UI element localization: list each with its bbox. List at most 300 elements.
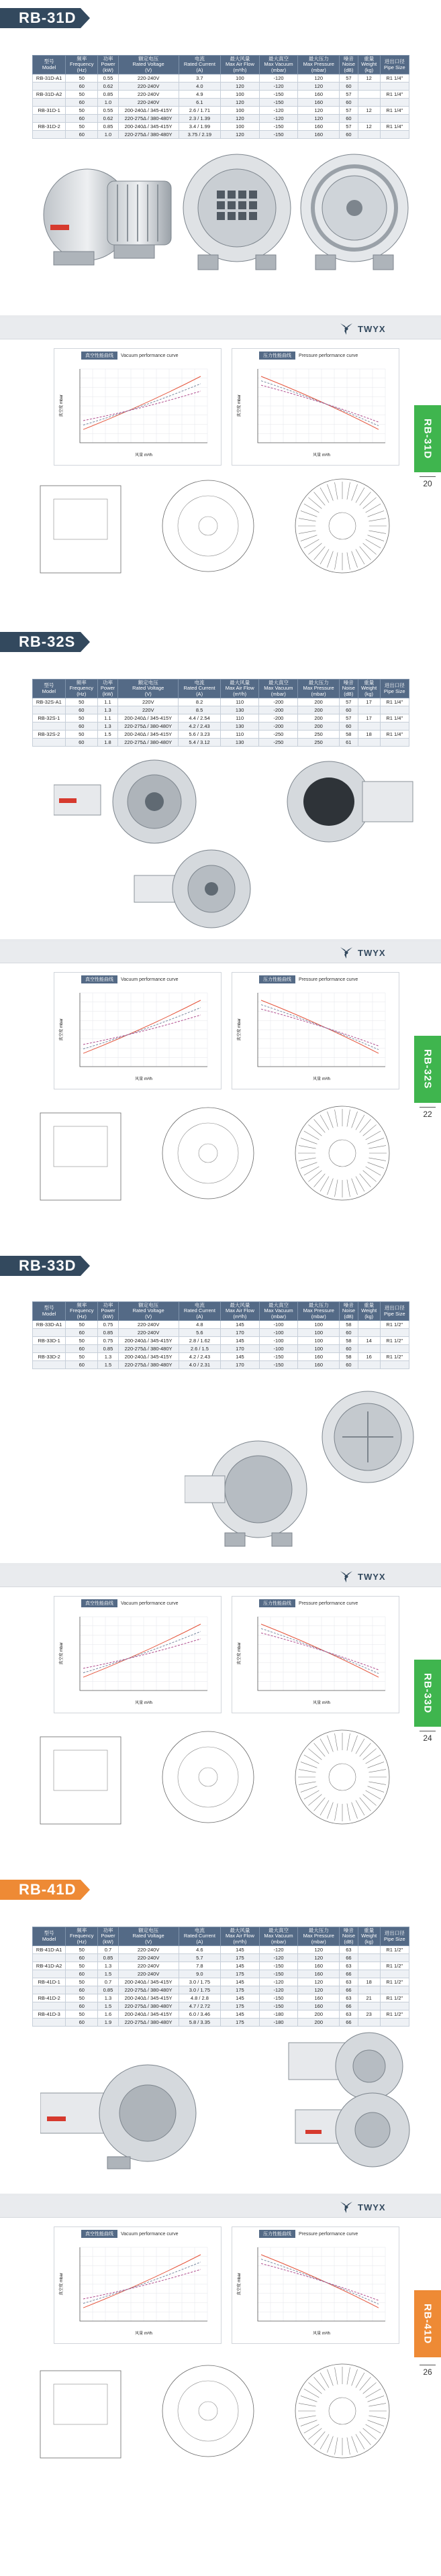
spec-cell: 63 xyxy=(340,2010,358,2019)
spec-cell: 50 xyxy=(66,91,98,99)
spec-cell: 60 xyxy=(66,99,98,107)
spec-cell: 60 xyxy=(340,1329,358,1337)
spec-cell: R1 1/2" xyxy=(380,2010,409,2019)
performance-page-rb-31d xyxy=(0,318,441,620)
spec-cell: 0.75 xyxy=(98,1321,118,1329)
spec-cell: 60 xyxy=(66,1361,98,1369)
impeller-blade xyxy=(320,2373,329,2388)
spec-cell: 220-275Δ / 380-480Y xyxy=(118,739,179,747)
impeller-blade xyxy=(356,1177,364,1192)
spec-row xyxy=(33,99,409,107)
spec-cell: 60 xyxy=(340,115,358,123)
spec-cell xyxy=(33,115,66,123)
spec-cell: 0.62 xyxy=(98,115,118,123)
blower-angled-view xyxy=(185,1436,319,1550)
impeller-blade xyxy=(347,552,350,570)
side-outline xyxy=(40,1737,121,1824)
spec-cell xyxy=(380,99,409,107)
impeller-blade xyxy=(299,1146,316,1149)
model-title-bar xyxy=(0,632,81,652)
spec-row xyxy=(33,1970,409,1978)
blower-front-view xyxy=(315,1389,420,1489)
impeller-blade xyxy=(320,1739,329,1754)
spec-cell: 160 xyxy=(298,131,340,139)
spec-cell: 220-240V xyxy=(118,91,179,99)
impeller-blade xyxy=(335,1733,338,1751)
impeller-blade xyxy=(368,511,384,517)
spec-cell: -120 xyxy=(259,1978,298,1986)
spec-cell: 200-240Δ / 345-415Y xyxy=(118,2010,179,2019)
spec-cell: 220-240V xyxy=(118,99,179,107)
spec-cell: -150 xyxy=(259,123,298,131)
spec-cell: 66 xyxy=(340,2002,358,2010)
page-number: 26 xyxy=(420,2367,436,2377)
chart-plot xyxy=(232,973,400,1090)
impeller-blade xyxy=(369,2404,386,2407)
spec-header-cell: 额定电压 Rated Voltage (V) xyxy=(118,56,179,74)
spec-cell: 12 xyxy=(358,107,380,115)
spec-cell: 100 xyxy=(298,1321,340,1329)
spec-cell: 50 xyxy=(65,698,97,706)
spec-row xyxy=(33,1978,409,1986)
impeller-blade xyxy=(320,1177,329,1192)
spec-cell: -120 xyxy=(259,74,298,83)
chart-title-badge: 压力性能曲线 xyxy=(259,975,295,983)
spec-header-cell: 型号 Model xyxy=(33,56,66,74)
spec-cell: 50 xyxy=(66,1978,98,1986)
model-title: RB-41D xyxy=(19,1881,77,1898)
spec-cell: 220-275Δ / 380-480Y xyxy=(118,131,179,139)
spec-cell: 250 xyxy=(298,731,340,739)
chart-title-en: Vacuum performance curve xyxy=(121,1601,179,1606)
spec-header-cell: 最大真空 Max Vacuum (mbar) xyxy=(259,1927,298,1946)
spec-cell: 120 xyxy=(298,1946,340,1954)
spec-cell xyxy=(380,739,409,747)
y-axis-label: 真空度 mbar xyxy=(60,2273,64,2296)
spec-cell: -180 xyxy=(259,2019,298,2027)
spec-cell: 58 xyxy=(339,731,358,739)
side-tab-label: RB-33D xyxy=(422,1672,434,1714)
chart-plot xyxy=(232,349,400,466)
impeller-blade xyxy=(369,1770,386,1773)
impeller-blade xyxy=(320,1115,329,1130)
impeller-blade xyxy=(299,531,316,534)
spec-cell: 60 xyxy=(66,1954,98,1962)
spec-cell: 57 xyxy=(340,123,358,131)
spec-header-cell: 额定电压 Rated Voltage (V) xyxy=(118,1927,179,1946)
vacuum-chart xyxy=(54,972,222,1089)
spec-cell: 1.5 xyxy=(98,1361,118,1369)
spec-cell: 6.0 / 3.46 xyxy=(179,2010,221,2019)
spec-cell: 17 xyxy=(358,714,380,722)
spec-cell xyxy=(33,99,66,107)
performance-curve xyxy=(83,1000,201,1053)
spec-cell xyxy=(33,1986,66,1994)
impeller-blade xyxy=(368,2420,384,2426)
x-axis-label: 风量 m³/h xyxy=(135,453,152,458)
impeller-blade xyxy=(369,531,386,534)
performance-curve xyxy=(261,2263,379,2300)
spec-header-cell: 最大真空 Max Vacuum (mbar) xyxy=(259,680,298,698)
spec-cell: 2.8 / 1.62 xyxy=(179,1337,221,1345)
spec-cell: 23 xyxy=(358,2010,380,2019)
pressure-chart xyxy=(232,348,399,466)
impeller-blade xyxy=(327,551,333,568)
spec-cell: 120 xyxy=(221,99,259,107)
spec-header-cell: 功率 Power (kW) xyxy=(97,680,117,698)
spec-cell: 0.7 xyxy=(98,1946,118,1954)
spec-cell: 2.3 / 1.39 xyxy=(179,115,221,123)
spec-cell: 63 xyxy=(340,1994,358,2002)
spec-cell: 60 xyxy=(65,722,97,731)
spec-cell xyxy=(33,83,66,91)
spec-row xyxy=(33,1986,409,1994)
spec-cell: 60 xyxy=(66,1970,98,1978)
spec-cell: 0.55 xyxy=(98,107,118,115)
impeller-blade xyxy=(368,1138,384,1144)
spec-cell xyxy=(33,131,66,139)
spec-cell: 160 xyxy=(298,1361,340,1369)
spec-header-cell: 频率 Frequency (Hz) xyxy=(66,1302,98,1321)
blower-side-view xyxy=(40,158,181,272)
impeller-blade xyxy=(347,1110,350,1127)
impeller-blade xyxy=(304,1131,320,1140)
brand-logo xyxy=(339,945,420,961)
spec-cell: RB-32S-A1 xyxy=(33,698,66,706)
spec-cell: 200 xyxy=(298,722,340,731)
spec-cell: -150 xyxy=(259,2002,298,2010)
impeller-blade xyxy=(301,1138,317,1144)
brand-logo xyxy=(339,1568,420,1585)
spec-cell xyxy=(33,1361,66,1369)
impeller-blade xyxy=(366,1131,381,1140)
spec-header-cell: 型号 Model xyxy=(33,680,66,698)
spec-cell: 50 xyxy=(66,107,98,115)
chart-title-en: Vacuum performance curve xyxy=(121,977,179,982)
spec-header-cell: 噪音 Noise (dB) xyxy=(340,1927,358,1946)
spec-cell: 3.0 / 1.75 xyxy=(179,1978,221,1986)
spec-cell: 60 xyxy=(66,1329,98,1337)
spec-header-cell: 电流 Rated Current (A) xyxy=(179,1927,221,1946)
impeller-blade xyxy=(335,1179,338,1197)
spec-cell xyxy=(380,131,409,139)
spec-cell: -180 xyxy=(259,2010,298,2019)
impeller-blade xyxy=(347,2437,350,2455)
spec-header-cell: 噪音 Noise (dB) xyxy=(340,56,358,74)
y-axis-label: 真空度 mbar xyxy=(60,394,64,417)
pressure-chart xyxy=(232,1596,399,1713)
spec-cell: 160 xyxy=(298,2002,340,2010)
spec-header-cell: 型号 Model xyxy=(33,1927,66,1946)
impeller-blade xyxy=(352,1803,358,1819)
impeller-hub xyxy=(329,513,356,539)
front-inner xyxy=(178,1123,238,1183)
spec-cell: 60 xyxy=(66,131,98,139)
impeller-blade xyxy=(320,549,329,565)
spec-header-cell: 最大风量 Max Air Flow (m³/h) xyxy=(220,680,259,698)
spec-cell: 60 xyxy=(340,1361,358,1369)
front-outline xyxy=(162,480,254,572)
spec-cell: 57 xyxy=(340,91,358,99)
fan-logo-icon xyxy=(339,946,354,959)
blower-side-view xyxy=(54,758,215,852)
chart-plot xyxy=(54,349,222,466)
spec-cell: 60 xyxy=(66,83,98,91)
spec-cell: 1.3 xyxy=(97,722,117,731)
spec-cell: R1 1/2" xyxy=(380,1994,409,2002)
impeller-blade xyxy=(369,519,386,522)
spec-cell: R1 1/4" xyxy=(380,91,409,99)
impeller-blade xyxy=(327,1735,333,1752)
spec-cell: 57 xyxy=(340,74,358,83)
performance-page-rb-41d xyxy=(0,2196,441,2576)
spec-header-cell: 最大真空 Max Vacuum (mbar) xyxy=(259,56,298,74)
pressure-chart xyxy=(232,2226,399,2344)
side-outline xyxy=(40,2371,121,2458)
spec-cell: 145 xyxy=(221,1994,259,2002)
spec-cell: 12 xyxy=(358,123,380,131)
impeller-blade xyxy=(369,1782,386,1785)
impeller-blade xyxy=(352,1179,358,1195)
spec-cell: 145 xyxy=(221,2010,259,2019)
product-page-rb-41d xyxy=(0,1872,441,2194)
spec-cell xyxy=(33,1970,66,1978)
blower-top-view xyxy=(275,758,416,845)
spec-cell: 3.4 / 1.99 xyxy=(179,123,221,131)
performance-curve xyxy=(83,1624,201,1677)
spec-cell: 100 xyxy=(221,123,259,131)
spec-cell: 3.75 / 2.19 xyxy=(179,131,221,139)
spec-cell: 250 xyxy=(298,739,340,747)
spec-header-cell: 进出口径 Pipe Size xyxy=(380,680,409,698)
spec-row xyxy=(33,1361,409,1369)
spec-table xyxy=(32,1301,409,1369)
spec-cell xyxy=(358,706,380,714)
spec-cell: 63 xyxy=(340,1946,358,1954)
spec-cell: 200-240Δ / 345-415Y xyxy=(118,714,179,722)
impeller-blade xyxy=(356,488,364,503)
spec-cell: 200 xyxy=(298,714,340,722)
spec-cell: 120 xyxy=(298,1954,340,1962)
front-outline xyxy=(162,1731,254,1823)
impeller-blade xyxy=(327,1803,333,1819)
spec-cell xyxy=(380,1970,409,1978)
spec-cell xyxy=(358,2002,380,2010)
spec-cell: R1 1/4" xyxy=(380,698,409,706)
spec-cell xyxy=(380,1329,409,1337)
page-header xyxy=(0,942,441,963)
spec-cell: RB-31D-A1 xyxy=(33,74,66,83)
impeller-blade xyxy=(320,1801,329,1816)
spec-cell xyxy=(358,99,380,107)
spec-table xyxy=(32,679,409,747)
spec-cell: 66 xyxy=(340,1954,358,1962)
impeller-blade xyxy=(335,482,338,500)
x-axis-label: 风量 m³/h xyxy=(135,1701,152,1705)
spec-cell: 5.7 xyxy=(179,1954,221,1962)
spec-cell: 60 xyxy=(66,2002,98,2010)
impeller-blade xyxy=(327,1179,333,1195)
spec-header-cell: 最大压力 Max Pressure (mbar) xyxy=(298,1927,340,1946)
spec-header-cell: 重量 Weight (kg) xyxy=(358,56,380,74)
spec-cell: 50 xyxy=(66,1353,98,1361)
performance-curve xyxy=(83,2255,201,2308)
vacuum-chart xyxy=(54,1596,222,1713)
spec-row xyxy=(33,1994,409,2002)
chart-title-badge: 压力性能曲线 xyxy=(259,2230,295,2238)
impeller-blade xyxy=(327,2436,333,2453)
side-outline xyxy=(40,486,121,573)
performance-curve xyxy=(261,376,379,429)
spec-cell: 145 xyxy=(221,1353,259,1361)
front-hub xyxy=(199,1768,217,1786)
impeller-blade xyxy=(356,1801,364,1816)
spec-cell: RB-41D-2 xyxy=(33,1994,66,2002)
spec-cell: 120 xyxy=(298,1978,340,1986)
spec-cell: 175 xyxy=(221,1954,259,1962)
spec-cell: -120 xyxy=(259,1946,298,1954)
spec-cell: 4.6 xyxy=(179,1946,221,1954)
spec-cell xyxy=(380,1954,409,1962)
spec-cell xyxy=(380,706,409,714)
spec-row xyxy=(33,1946,409,1954)
model-side-tab xyxy=(414,1036,441,1103)
spec-cell: 1.0 xyxy=(98,99,118,107)
spec-cell xyxy=(33,2002,66,2010)
spec-header-cell: 频率 Frequency (Hz) xyxy=(65,680,97,698)
spec-header-cell: 进出口径 Pipe Size xyxy=(380,1927,409,1946)
page-number: 22 xyxy=(420,1110,436,1119)
y-axis-label: 真空度 mbar xyxy=(60,1642,64,1665)
front-hub xyxy=(199,517,217,535)
spec-cell xyxy=(358,131,380,139)
spec-cell: RB-41D-A2 xyxy=(33,1962,66,1970)
spec-row xyxy=(33,74,409,83)
spec-cell: 175 xyxy=(221,2002,259,2010)
side-detail xyxy=(54,2384,107,2424)
y-axis-label: 真空度 mbar xyxy=(238,394,242,417)
side-detail xyxy=(54,1126,107,1167)
spec-row xyxy=(33,131,409,139)
impeller-blade xyxy=(320,2434,329,2450)
spec-header-cell: 电流 Rated Current (A) xyxy=(179,56,221,74)
spec-cell: 2.6 / 1.5 xyxy=(179,1345,221,1353)
spec-cell xyxy=(358,1962,380,1970)
blower-stacked-view xyxy=(268,2029,416,2177)
spec-cell: 4.8 xyxy=(179,1321,221,1329)
spec-cell: 160 xyxy=(298,1962,340,1970)
y-axis-label: 真空度 mbar xyxy=(238,2273,242,2296)
impeller-blade xyxy=(368,2396,384,2402)
spec-cell: 58 xyxy=(340,1321,358,1329)
front-outline xyxy=(162,1108,254,1199)
spec-cell: 57 xyxy=(340,107,358,115)
spec-cell: 130 xyxy=(220,739,259,747)
spec-cell: -100 xyxy=(259,1345,298,1353)
spec-cell xyxy=(358,1986,380,1994)
product-photos xyxy=(13,758,428,926)
spec-cell: 60 xyxy=(66,115,98,123)
spec-cell xyxy=(380,1986,409,1994)
performance-curve xyxy=(83,376,201,429)
spec-cell: 220-240V xyxy=(118,74,179,83)
chart-title-badge: 真空性能曲线 xyxy=(81,1599,117,1607)
y-axis-label: 真空度 mbar xyxy=(238,1642,242,1665)
spec-cell: R1 1/2" xyxy=(380,1978,409,1986)
performance-curve xyxy=(261,1633,379,1670)
spec-cell: 50 xyxy=(66,2010,98,2019)
model-title-bar xyxy=(0,1880,81,1900)
spec-cell: RB-31D-A2 xyxy=(33,91,66,99)
spec-cell xyxy=(358,115,380,123)
spec-row xyxy=(33,2019,409,2027)
performance-curve xyxy=(261,1000,379,1053)
impeller-blade xyxy=(304,1167,320,1175)
spec-cell: RB-32S-2 xyxy=(33,731,66,739)
spec-header-cell: 功率 Power (kW) xyxy=(98,1927,118,1946)
spec-cell: 60 xyxy=(66,1986,98,1994)
dimension-drawing xyxy=(27,2357,430,2471)
spec-header-cell: 额定电压 Rated Voltage (V) xyxy=(118,680,179,698)
spec-cell: R1 1/2" xyxy=(380,1321,409,1329)
performance-curve xyxy=(261,385,379,422)
spec-cell: 0.85 xyxy=(98,123,118,131)
spec-cell: 0.85 xyxy=(98,1954,118,1962)
spec-row xyxy=(33,107,409,115)
impeller-blade xyxy=(366,539,381,548)
impeller-blade xyxy=(299,2416,316,2419)
spec-cell: 120 xyxy=(221,83,259,91)
side-tab-label: RB-31D xyxy=(422,418,434,460)
spec-cell: 220-275Δ / 380-480Y xyxy=(118,2002,179,2010)
spec-cell: RB-41D-A1 xyxy=(33,1946,66,1954)
spec-cell: 60 xyxy=(339,722,358,731)
spec-cell: RB-32S-1 xyxy=(33,714,66,722)
spec-header-cell: 进出口径 Pipe Size xyxy=(380,1302,409,1321)
spec-cell: 160 xyxy=(298,99,340,107)
spec-row xyxy=(33,1345,409,1353)
impeller-blade xyxy=(368,1163,384,1169)
front-hub xyxy=(199,1144,217,1163)
spec-cell: -120 xyxy=(259,1954,298,1962)
spec-header-cell: 最大风量 Max Air Flow (m³/h) xyxy=(221,1927,259,1946)
spec-cell: 61 xyxy=(339,739,358,747)
spec-cell xyxy=(358,91,380,99)
spec-cell: 16 xyxy=(358,1353,380,1361)
spec-cell xyxy=(380,1345,409,1353)
front-inner xyxy=(178,496,238,556)
impeller-blade xyxy=(347,1179,350,1197)
spec-cell: 170 xyxy=(221,1345,259,1353)
impeller-blade xyxy=(335,2437,338,2455)
chart-title-en: Vacuum performance curve xyxy=(121,2231,179,2237)
impeller-blade xyxy=(304,504,320,513)
impeller-blade xyxy=(352,1735,358,1752)
spec-cell: 50 xyxy=(66,1962,98,1970)
spec-cell: -100 xyxy=(259,1337,298,1345)
spec-row xyxy=(33,1329,409,1337)
x-axis-label: 风量 m³/h xyxy=(135,2332,152,2336)
chart-title-badge: 压力性能曲线 xyxy=(259,1599,295,1607)
spec-cell: 170 xyxy=(221,1329,259,1337)
spec-cell: 220-240V xyxy=(118,1954,179,1962)
spec-cell: 1.3 xyxy=(98,1994,118,2002)
impeller-hub xyxy=(329,2398,356,2424)
spec-cell: 145 xyxy=(221,1946,259,1954)
spec-cell: 63 xyxy=(340,1962,358,1970)
spec-cell: 200-240Δ / 345-415Y xyxy=(118,731,179,739)
spec-cell: 60 xyxy=(339,706,358,714)
